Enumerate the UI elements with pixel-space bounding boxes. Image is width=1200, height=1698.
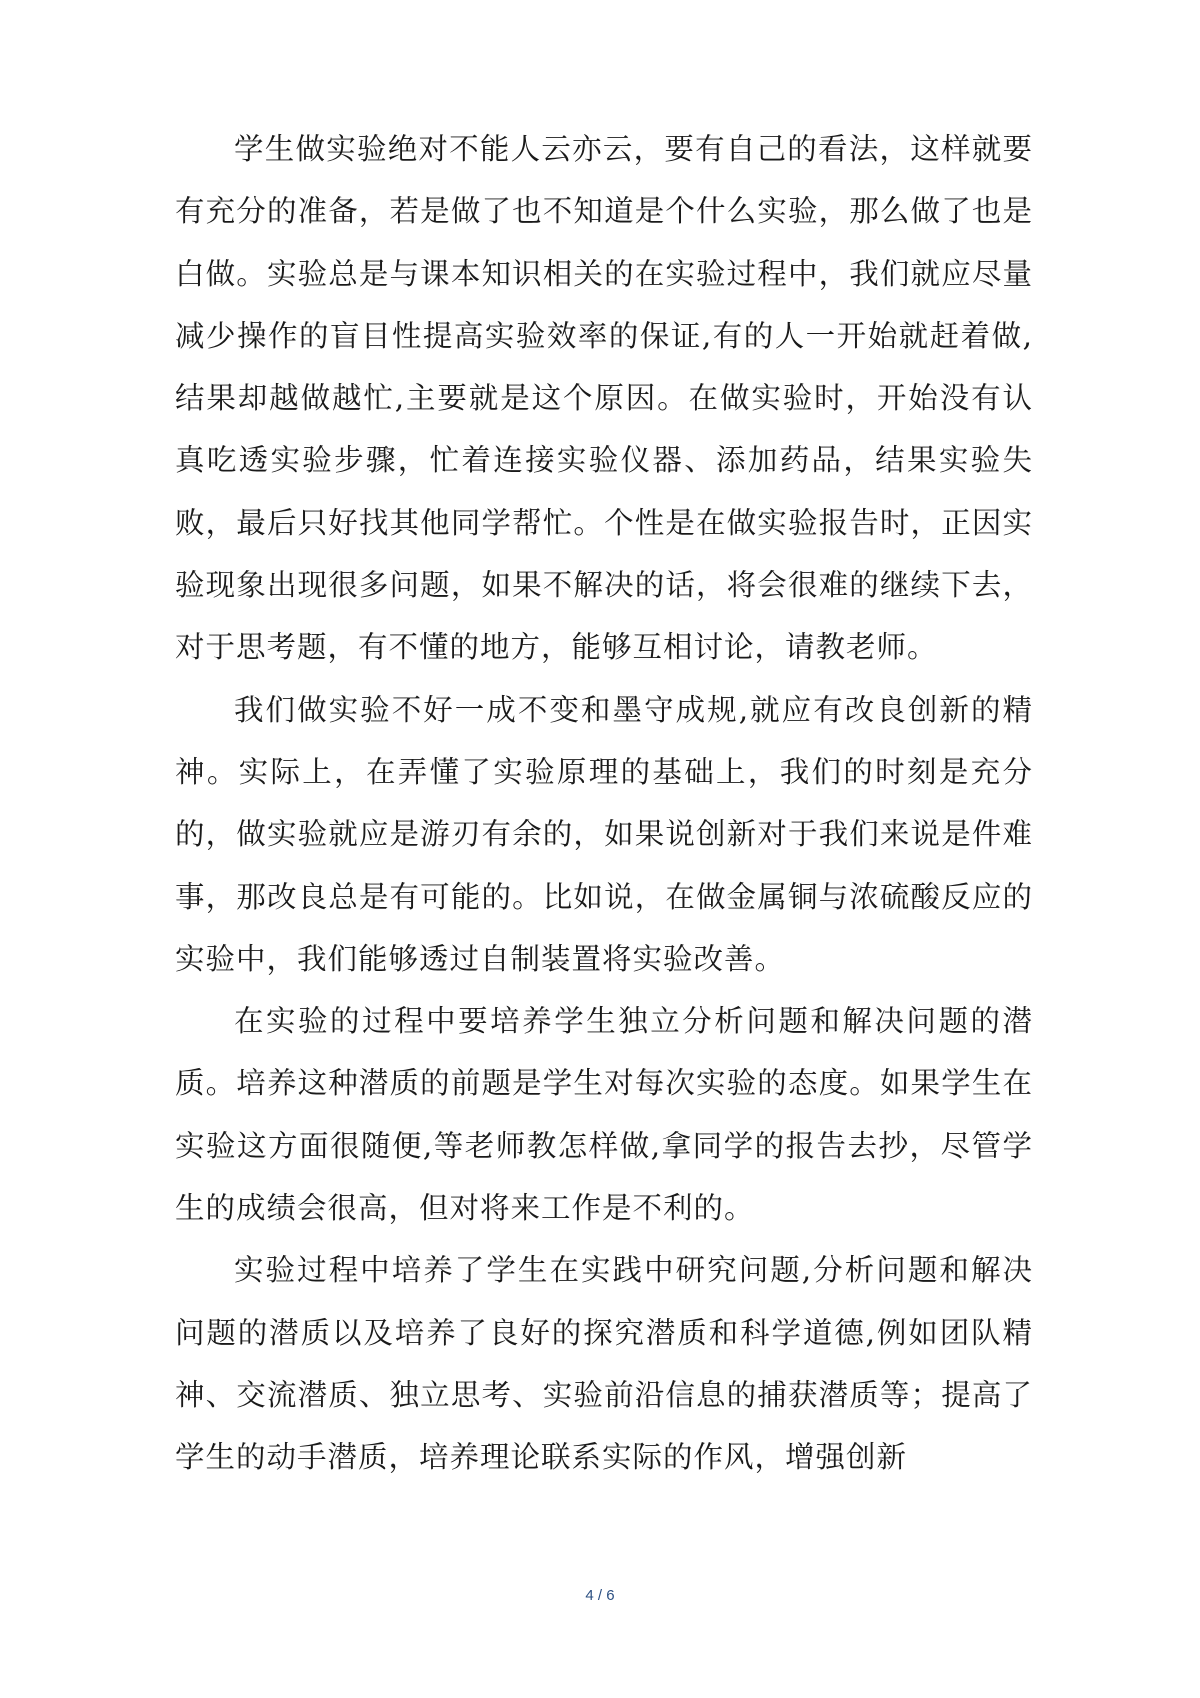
paragraph-2: 我们做实验不好一成不变和墨守成规,就应有改良创新的精神。实际上，在弄懂了实验原理的基础上，我们的时刻是充分的，做实验就应是游刃有余的，如果说创新对于我们来说是件难事，那改良总是有可能的。比如说，在做金属铜与浓硫酸反应的实验中，我们能够透过自制装置将实验改善。 [175, 692, 1033, 976]
paragraph-3: 在实验的过程中要培养学生独立分析问题和解决问题的潜质。培养这种潜质的前题是学生对每次实验的态度。如果学生在实验这方面很随便,等老师教怎样做,拿同学的报告去抄，尽管学生的成绩会很高，但对将来工作是不利的。 [175, 1004, 1033, 1226]
paragraph-1: 学生做实验绝对不能人云亦云，要有自己的看法，这样就要有充分的准备，若是做了也不知道是个什么实验，那么做了也是白做。实验总是与课本知识相关的在实验过程中，我们就应尽量减少操作的盲目性提高实验效率的保证,有的人一开始就赶着做,结果却越做越忙,主要就是这个原因。在做实验时，开始没有认真吃透实验步骤，忙着连接实验仪器、添加药品，结果实验失败，最后只好找其他同学帮忙。个性是在做实验报告时，正因实验现象出现很多问题，如果不解决的话，将会很难的继续下去，对于思考题，有不懂的地方，能够互相讨论，请教老师。 [175, 132, 1033, 665]
page-number: 4 / 6 [585, 1587, 615, 1604]
paragraph-4: 实验过程中培养了学生在实践中研究问题,分析问题和解决问题的潜质以及培养了良好的探究潜质和科学道德,例如团队精神、交流潜质、独立思考、实验前沿信息的捕获潜质等；提高了学生的动手潜质，培养理论联系实际的作风，增强创新 [175, 1253, 1033, 1475]
document-body [175, 118, 1033, 1489]
